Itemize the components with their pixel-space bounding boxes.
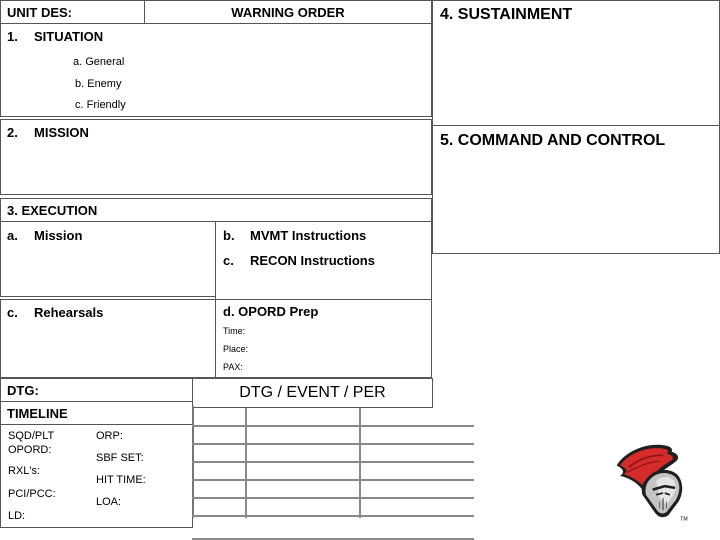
- grid-row-line: [192, 538, 474, 540]
- unit-des-cell: [0, 0, 146, 25]
- grid-row-line: [192, 515, 474, 517]
- situation-enemy: b. Enemy: [75, 78, 122, 90]
- opord-pax-field: PAX:: [223, 362, 243, 372]
- recon-letter: c.: [223, 253, 234, 268]
- timeline-header: [0, 401, 193, 426]
- timeline-title: TIMELINE: [7, 406, 68, 421]
- dtg-cell: [0, 378, 193, 403]
- unit-des-label: UNIT DES:: [7, 5, 72, 20]
- sustainment-title: 4. SUSTAINMENT: [440, 6, 573, 23]
- timeline-ld: LD:: [8, 510, 26, 522]
- execution-title: 3. EXECUTION: [7, 203, 98, 218]
- situation-section: [0, 23, 432, 117]
- situation-friendly: c. Friendly: [75, 99, 126, 111]
- rehearsals-letter: c.: [7, 305, 18, 320]
- grid-row-line: [192, 443, 474, 445]
- execution-header: [0, 198, 432, 223]
- grid-row-line: [192, 497, 474, 499]
- exec-mission-letter: a.: [7, 228, 18, 243]
- event-table-title: DTG / EVENT / PER: [239, 384, 386, 401]
- recon-label: RECON Instructions: [250, 253, 375, 268]
- situation-number: 1.: [7, 29, 18, 44]
- timeline-body: [0, 424, 193, 528]
- mission-section: [0, 119, 432, 195]
- grid-row-line: [192, 461, 474, 463]
- timeline-rxls: RXL's:: [8, 465, 41, 477]
- mvmt-letter: b.: [223, 228, 235, 243]
- command-control-title: 5. COMMAND AND CONTROL: [440, 132, 666, 149]
- timeline-orp: ORP:: [96, 430, 123, 442]
- mvmt-label: MVMT Instructions: [250, 228, 367, 243]
- exec-mission-label: Mission: [34, 228, 83, 243]
- timeline-sqd-plt: SQD/PLT: [8, 430, 55, 442]
- trademark-mark: TM: [680, 516, 688, 523]
- dtg-label: DTG:: [7, 383, 39, 398]
- mission-title: MISSION: [34, 125, 89, 140]
- timeline-opord: OPORD:: [8, 444, 52, 456]
- opord-prep-header: [215, 299, 432, 323]
- timeline-loa: LOA:: [96, 496, 122, 508]
- rehearsals-cell: [0, 299, 217, 378]
- page-title: WARNING ORDER: [231, 5, 345, 20]
- opord-place-field: Place:: [223, 344, 249, 354]
- mission-number: 2.: [7, 125, 18, 140]
- event-table-header: [192, 378, 433, 408]
- timeline-hit-time: HIT TIME:: [96, 474, 146, 486]
- rehearsals-label: Rehearsals: [34, 305, 104, 320]
- grid-row-line: [192, 479, 474, 481]
- execution-mission-cell: [0, 221, 217, 297]
- situation-general: a. General: [73, 56, 125, 68]
- opord-prep-title: d. OPORD Prep: [223, 304, 319, 319]
- opord-prep-fields: [215, 321, 432, 378]
- grid-row-line: [192, 425, 474, 427]
- timeline-sbf-set: SBF SET:: [96, 452, 144, 464]
- situation-title: SITUATION: [34, 29, 104, 44]
- timeline-pci-pcc: PCI/PCC:: [8, 488, 56, 500]
- opord-time-field: Time:: [223, 326, 246, 336]
- command-control-section: [432, 125, 720, 254]
- warning-order-title-cell: [144, 0, 432, 25]
- sustainment-section: [432, 0, 720, 127]
- execution-mvmt-recon-cell: [215, 221, 432, 301]
- knight-helmet-logo-icon: [608, 438, 694, 524]
